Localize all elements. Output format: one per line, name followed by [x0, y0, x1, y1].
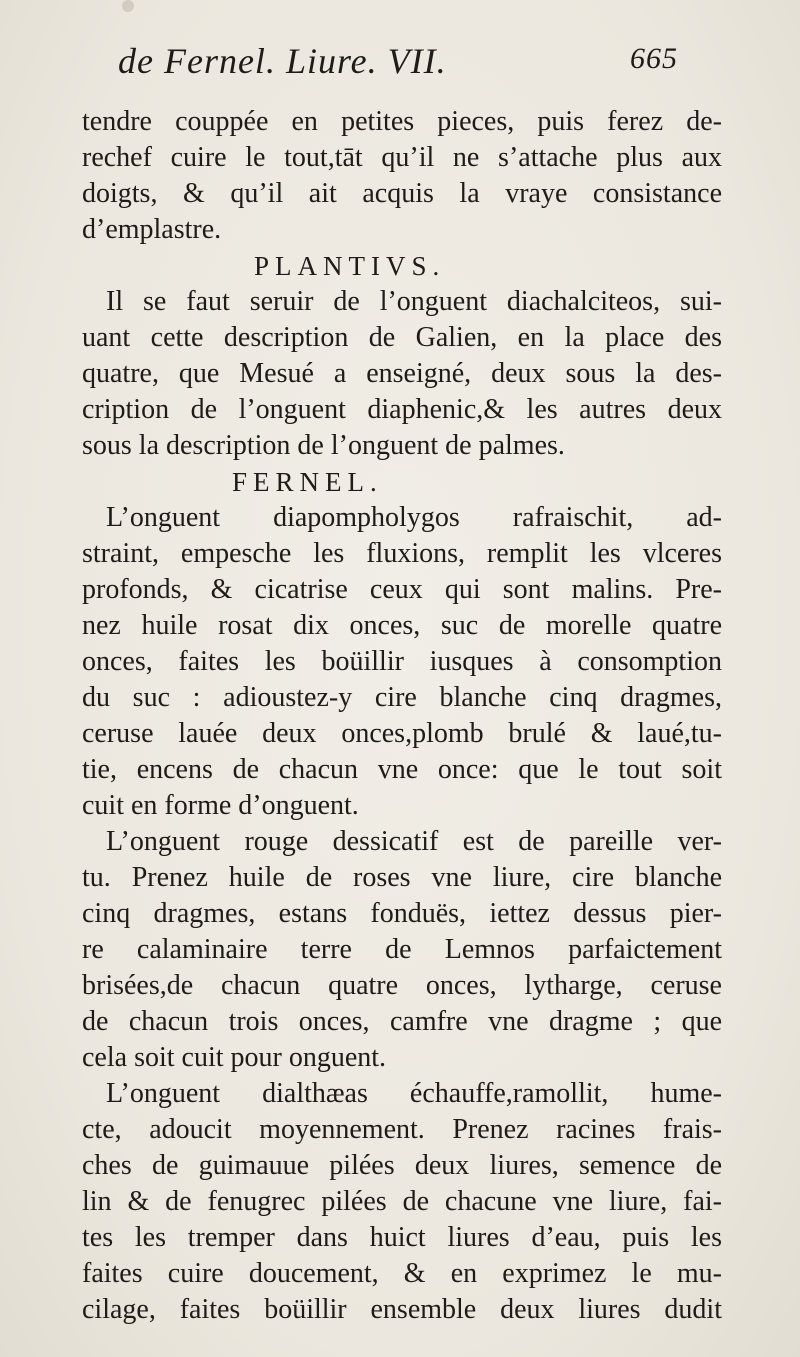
text-line: tes les tremper dans huict liures d’eau, puis les [82, 1222, 722, 1253]
text-line: straint, empesche les fluxions, remplit les vlceres [82, 538, 722, 569]
text-line: cuit en forme d’onguent. [82, 790, 359, 821]
text-line: cela soit cuit pour onguent. [82, 1042, 387, 1073]
text-line: de chacun trois onces, camfre vne dragme ; que [82, 1006, 722, 1037]
text-line: cription de l’onguent diaphenic,& les autres deux [82, 394, 722, 425]
text-line: nez huile rosat dix onces, suc de morelle quatre [82, 610, 722, 641]
text-line: lin & de fenugrec pilées de chacune vne liure, fai- [82, 1186, 722, 1217]
section-heading: PLANTIVS. [254, 251, 446, 281]
text-line: sous la description de l’onguent de palmes. [82, 430, 565, 461]
text-line: tu. Prenez huile de roses vne liure, cire blanche [82, 862, 722, 893]
text-line: doigts, & qu’il ait acquis la vraye consistance [82, 178, 722, 209]
text-line: L’onguent dialthæas échauffe,ramollit, hume- [106, 1078, 722, 1109]
text-line: rechef cuire le tout,tāt qu’il ne s’attache plus aux [82, 142, 722, 173]
text-line: brisées,de chacun quatre onces, lytharge, ceruse [82, 970, 722, 1001]
text-line: ches de guimauue pilées deux liures, semence de [82, 1150, 722, 1181]
text-line: d’emplastre. [82, 214, 222, 245]
ink-blot [122, 0, 134, 12]
text-line: cte, adoucit moyennement. Prenez racines frais- [82, 1114, 722, 1145]
text-line: Il se faut seruir de l’onguent diachalciteos, sui- [106, 286, 722, 317]
running-header [118, 40, 678, 82]
text-line: cinq dragmes, estans fonduës, iettez dessus pier- [82, 898, 722, 929]
text-line: tie, encens de chacun vne once: que le tout soit [82, 754, 722, 785]
text-line: re calaminaire terre de Lemnos parfaictement [82, 934, 722, 965]
text-line: tendre couppée en petites pieces, puis ferez de- [82, 106, 722, 137]
text-block [82, 104, 722, 1328]
text-line: profonds, & cicatrise ceux qui sont malins. Pre- [82, 574, 722, 605]
text-line: onces, faites les boüillir iusques à consomption [82, 646, 722, 677]
section-heading: FERNEL. [232, 467, 383, 497]
header-title: de Fernel. Liure. VII. [118, 41, 447, 81]
page-number: 665 [630, 42, 678, 75]
text-line: L’onguent rouge dessicatif est de pareille ver- [106, 826, 722, 857]
text-line: ceruse lauée deux onces,plomb brulé & laué,tu- [82, 718, 722, 749]
text-line: quatre, que Mesué a enseigné, deux sous la des- [82, 358, 722, 389]
text-line: cilage, faites boüillir ensemble deux liures dudit [82, 1294, 722, 1325]
text-line: du suc : adioustez-y cire blanche cinq dragmes, [82, 682, 722, 713]
text-line: L’onguent diapompholygos rafraischit, ad- [106, 502, 722, 533]
text-line: uant cette description de Galien, en la place des [82, 322, 722, 353]
text-line: faites cuire doucement, & en exprimez le mu- [82, 1258, 722, 1289]
